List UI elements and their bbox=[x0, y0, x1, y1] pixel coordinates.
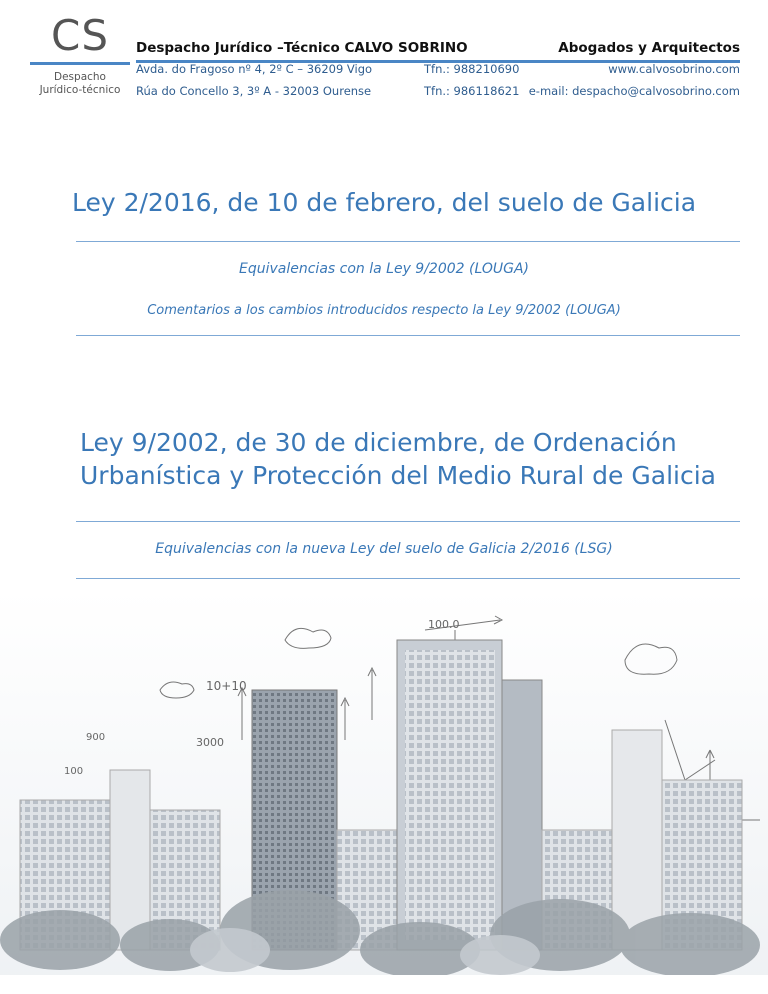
phone-ourense: Tfn.: 986118621 bbox=[424, 84, 520, 98]
contact-row-ourense bbox=[136, 84, 740, 100]
email-link[interactable]: e-mail: despacho@calvosobrino.com bbox=[528, 84, 740, 98]
logo-sub-line2: Jurídico-técnico bbox=[39, 84, 121, 96]
divider bbox=[76, 521, 740, 522]
logo-sub-line1: Despacho bbox=[54, 71, 106, 83]
link-equivalencias-louga[interactable]: Equivalencias con la Ley 9/2002 (LOUGA) bbox=[239, 261, 529, 277]
sketch-label-a: 100.0 bbox=[428, 618, 460, 631]
website-link[interactable]: www.calvosobrino.com bbox=[608, 62, 740, 76]
firm-logo bbox=[30, 11, 130, 97]
firm-name: Despacho Jurídico –Técnico CALVO SOBRINO bbox=[136, 40, 468, 56]
sketch-label-d: 3000 bbox=[196, 736, 224, 749]
divider bbox=[76, 335, 740, 336]
law-2016-title: Ley 2/2016, de 10 de febrero, del suelo de Galicia bbox=[71, 188, 697, 217]
divider bbox=[76, 578, 740, 579]
address-ourense: Rúa do Concello 3, 3º A - 32003 Ourense bbox=[136, 84, 372, 98]
header-title-bar bbox=[136, 38, 740, 63]
law-2002-title bbox=[80, 426, 750, 492]
sketch-label-e: 900 bbox=[86, 732, 106, 743]
city-sketch-illustration bbox=[0, 590, 768, 994]
link-comentarios-cambios[interactable]: Comentarios a los cambios introducidos respecto la Ley 9/2002 (LOUGA) bbox=[147, 303, 621, 318]
divider bbox=[76, 241, 740, 242]
law-2002-title-line1: Ley 9/2002, de 30 de diciembre, de Ordenación bbox=[80, 428, 677, 457]
contact-row-vigo bbox=[136, 62, 740, 78]
phone-vigo: Tfn.: 988210690 bbox=[424, 62, 520, 76]
sketch-label-f: 100 bbox=[64, 766, 84, 777]
address-vigo: Avda. do Fragoso nº 4, 2º C – 36209 Vigo bbox=[136, 62, 373, 76]
logo-mark: CS bbox=[51, 11, 109, 60]
link-equivalencias-lsg[interactable]: Equivalencias con la nueva Ley del suelo de Galicia 2/2016 (LSG) bbox=[155, 541, 613, 557]
sketch-label-b: 10+10 bbox=[206, 679, 247, 693]
logo-rule bbox=[30, 62, 130, 65]
law-2002-title-line2: Urbanística y Protección del Medio Rural de Galicia bbox=[80, 461, 716, 490]
profession: Abogados y Arquitectos bbox=[558, 40, 740, 56]
